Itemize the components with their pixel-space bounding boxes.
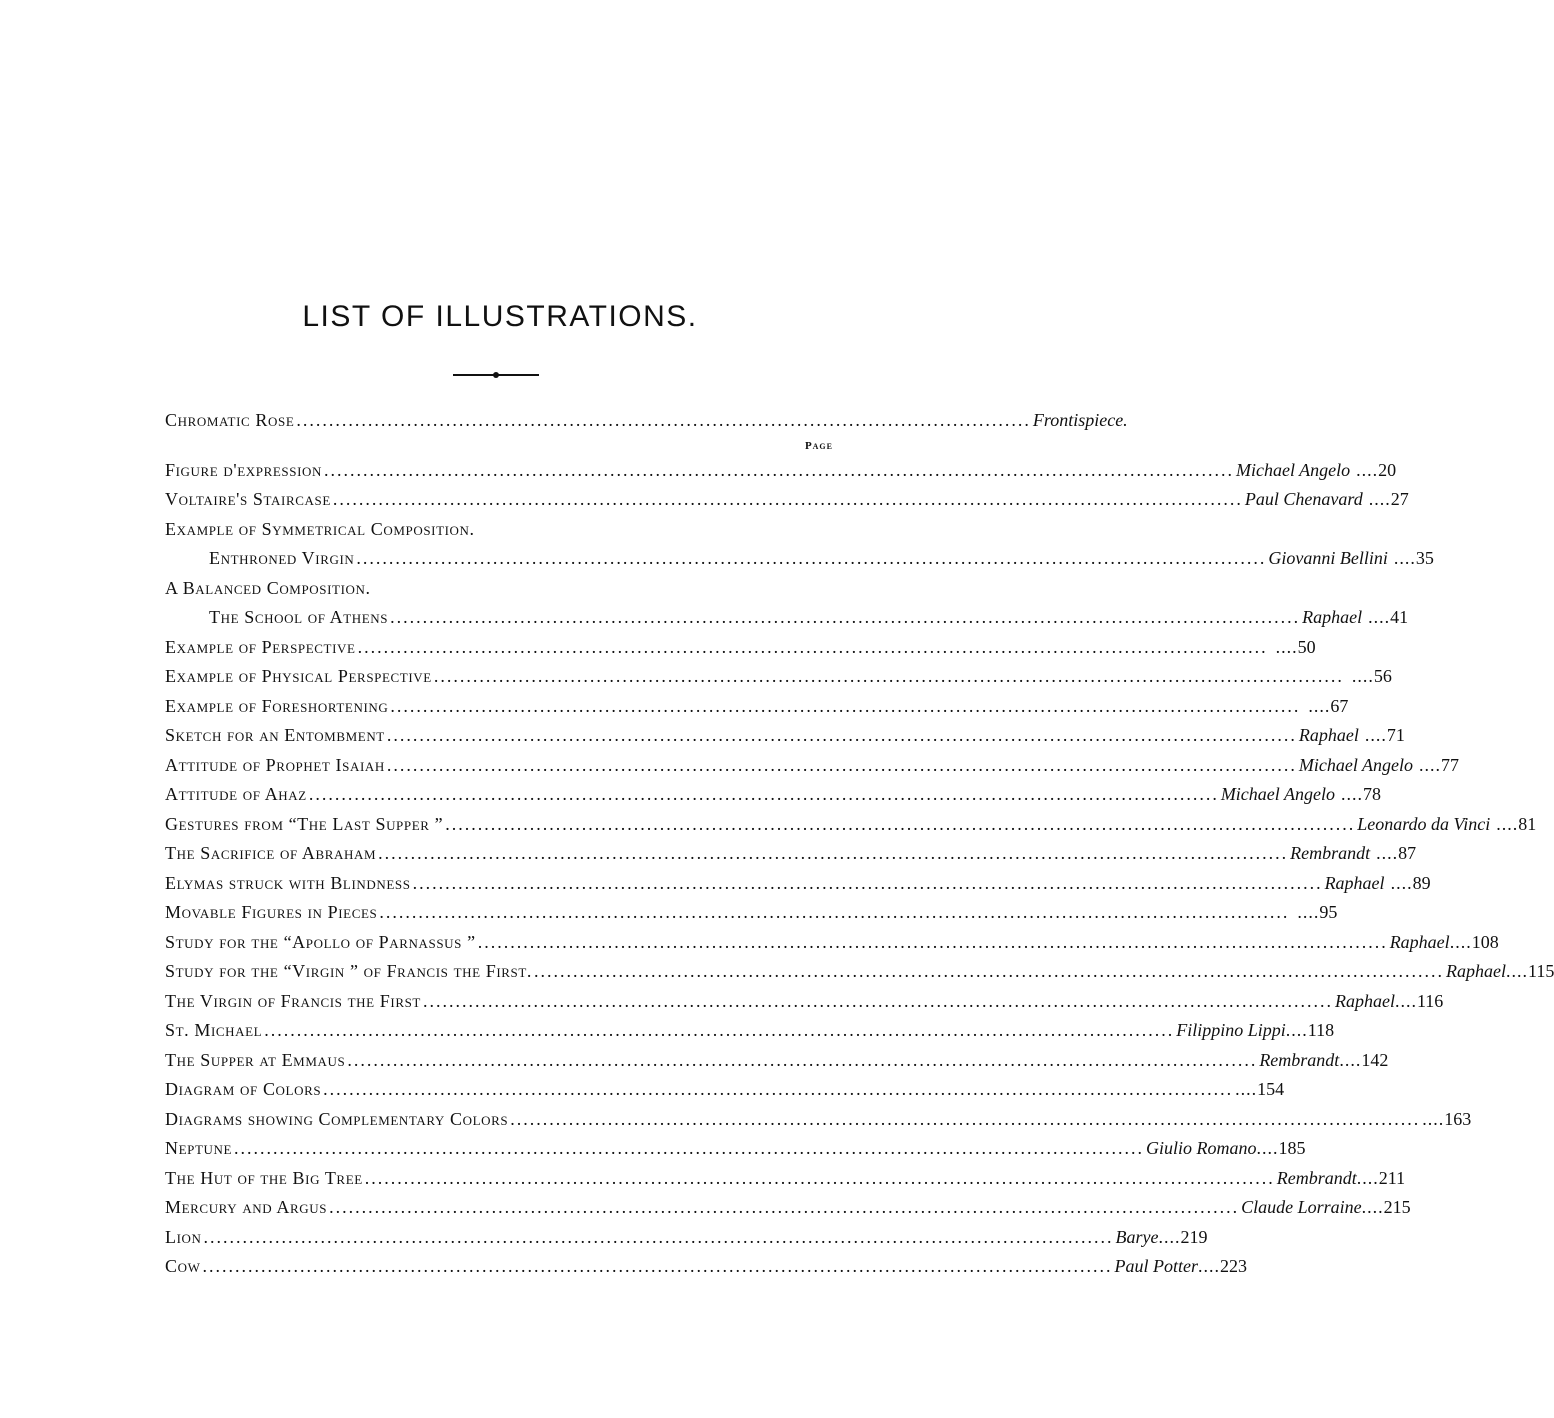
list-item [165, 1049, 1389, 1080]
entry-title: Diagrams showing Complementary Colors [165, 1108, 509, 1129]
entry-artist: Giovanni Bellini [1268, 548, 1388, 568]
entry-artist: Filippino Lippi [1176, 1020, 1286, 1040]
entry-artist: Raphael [1324, 872, 1385, 893]
leader-dots: ............................................................................................................................................ [445, 813, 1356, 834]
list-item [165, 1079, 1285, 1109]
entry-page-number: .... 223 [1198, 1256, 1244, 1277]
leader-dots: ............................................................................................................................................ [356, 548, 1267, 568]
illustrations-list [165, 410, 1554, 1286]
list-item [165, 961, 1554, 991]
entry-artist: Paul Chenavard [1244, 489, 1363, 509]
entry-title: The Virgin of Francis the First [165, 990, 421, 1011]
entry-title: Gestures from “The Last Supper ” [165, 813, 444, 834]
leader-dots: ............................................................................................................................................ [202, 1256, 1113, 1276]
page-column-header: Page [804, 439, 833, 452]
entry-page-number: .... 27 [1363, 489, 1409, 510]
entry-title: The Hut of the Big Tree [165, 1167, 363, 1188]
entry-title: Voltaire's Staircase [165, 489, 331, 509]
leader-dots: ............................................................................................................................................ [386, 754, 1297, 775]
entry-page-number: .... 211 [1357, 1168, 1403, 1189]
leader-dots: ............................................................................................................................................ [433, 666, 1344, 686]
entry-page-number: .... 50 [1270, 637, 1316, 658]
leader-dots: ............................................................................................................................................ [378, 843, 1289, 863]
entry-artist: Michael Angelo [1236, 459, 1351, 480]
leader-dots: ............................................................................................................................................ [357, 636, 1268, 657]
entry-page-number: .... 215 [1362, 1197, 1408, 1218]
entry-artist: Raphael [1334, 990, 1395, 1011]
leader-dots: ............................................................................................................................................ [477, 931, 1388, 952]
entry-title: Example of Physical Perspective [165, 666, 432, 686]
entry-title: Example of Foreshortening [165, 695, 389, 716]
entry-title: Enthroned Virgin [209, 548, 355, 568]
entry-page-number: .... 67 [1302, 696, 1348, 717]
entry-title: The Supper at Emmaus [165, 1049, 346, 1070]
leader-dots: ............................................................................................................................................ [379, 902, 1290, 922]
leader-dots: ............................................................................................................................................ [510, 1108, 1421, 1129]
entry-title: Attitude of Prophet Isaiah [165, 754, 385, 775]
list-item [165, 666, 1392, 696]
entry-page-number: .... 56 [1346, 666, 1392, 687]
list-item [165, 902, 1338, 932]
leader-dots: ............................................................................................................................................ [264, 1020, 1175, 1040]
leader-dots: ............................................................................................................................................ [234, 1138, 1145, 1158]
list-item [165, 931, 1499, 962]
entry-artist: Giulio Romano [1146, 1138, 1257, 1158]
entry-title: Attitude of Ahaz [165, 784, 307, 804]
list-item [165, 1197, 1411, 1227]
leader-dots: ............................................................................................................................................ [364, 1167, 1275, 1188]
entry-artist: Michael Angelo [1298, 754, 1414, 775]
entry-title: Diagram of Colors [165, 1079, 322, 1099]
entry-title: St. Michael [165, 1020, 263, 1040]
list-item [165, 990, 1444, 1021]
entry-page-number: .... 108 [1450, 932, 1496, 953]
leader-dots: ................................................................................................................. [296, 410, 1031, 430]
list-item [165, 754, 1460, 785]
entry-page-number: .... 185 [1257, 1138, 1303, 1159]
leader-dots: ............................................................................................................................................ [324, 459, 1234, 480]
entry-title: Lion [165, 1226, 202, 1247]
entry-artist: Rembrandt [1290, 843, 1371, 863]
leader-dots: ............................................................................................................................................ [347, 1049, 1258, 1070]
leader-dots: ............................................................................................................................................ [390, 695, 1301, 716]
entry-artist: Rembrandt [1259, 1049, 1340, 1070]
entry-title: Chromatic Rose [165, 410, 295, 430]
leader-dots: ............................................................................................................................................ [412, 872, 1323, 893]
list-item [165, 548, 1434, 578]
list-item [165, 1226, 1208, 1257]
entry-page-number: .... 78 [1335, 784, 1381, 805]
entry-artist: Raphael [1302, 607, 1363, 627]
list-item [165, 1256, 1247, 1286]
entry-page-number: .... 163 [1422, 1109, 1468, 1130]
entry-title: Example of Symmetrical Composition. [165, 518, 475, 539]
entry-title: Cow [165, 1256, 201, 1276]
list-item [165, 519, 833, 549]
leader-dots: ............................................................................................................................................ [386, 725, 1297, 745]
list-item [165, 459, 1397, 490]
entry-artist: Michael Angelo [1220, 784, 1335, 804]
leader-dots: ............................................................................................................................................ [534, 961, 1445, 981]
entry-title: Neptune [165, 1138, 233, 1158]
entry-page-number: .... 95 [1291, 902, 1337, 923]
entry-artist: Frontispiece. [1032, 410, 1128, 430]
entry-artist: Raphael [1389, 931, 1450, 952]
entry-page-number: .... 115 [1506, 961, 1552, 982]
frontispiece-row [165, 410, 1128, 440]
entry-page-number: .... 87 [1370, 843, 1416, 864]
entry-page-number: .... 116 [1395, 991, 1441, 1012]
entry-rows [165, 459, 1554, 1286]
entry-title: Study for the “Apollo of Parnassus ” [165, 931, 476, 952]
entry-page-number: .... 71 [1359, 725, 1405, 746]
entry-page-number: .... 20 [1350, 460, 1396, 481]
leader-dots: ............................................................................................................................................ [329, 1197, 1240, 1217]
entry-page-number: .... 142 [1339, 1050, 1385, 1071]
leader-dots: ............................................................................................................................................ [422, 990, 1333, 1011]
entry-artist: Leonardo da Vinci [1357, 813, 1491, 834]
entry-title: Movable Figures in Pieces [165, 902, 378, 922]
entry-page-number: .... 77 [1413, 755, 1459, 776]
entry-artist: Raphael [1298, 725, 1359, 745]
entry-title: The School of Athens [209, 607, 389, 627]
list-item [165, 843, 1417, 873]
list-item [165, 607, 1409, 637]
entry-title: Figure d'expression [165, 459, 322, 480]
list-item [165, 784, 1381, 814]
list-item [165, 1138, 1306, 1168]
entry-artist: Raphael [1446, 961, 1507, 981]
list-item [165, 725, 1405, 755]
leader-dots: ............................................................................................................................................ [323, 1079, 1234, 1099]
entry-page-number: .... 81 [1490, 814, 1536, 835]
entry-artist: Claude Lorraine [1241, 1197, 1362, 1217]
leader-dots: ............................................................................................................................................ [203, 1226, 1114, 1247]
list-item [165, 1167, 1406, 1198]
entry-title: Study for the “Virgin ” of Francis the First. [165, 961, 533, 981]
entry-title: Example of Perspective [165, 636, 356, 657]
list-item [165, 1020, 1335, 1050]
entry-title: Elymas struck with Blindness [165, 872, 411, 893]
entry-title: The Sacrifice of Abraham [165, 843, 377, 863]
leader-dots: ............................................................................................................................................ [390, 607, 1301, 627]
entry-page-number: .... 118 [1286, 1020, 1332, 1041]
list-item [165, 872, 1431, 903]
page-title: LIST OF ILLUSTRATIONS. [302, 300, 698, 333]
entry-page-number: .... 41 [1362, 607, 1408, 628]
entry-artist: Rembrandt [1276, 1167, 1357, 1188]
entry-title: Mercury and Argus [165, 1197, 328, 1217]
list-item [165, 695, 1349, 726]
leader-dots: ............................................................................................................................................ [332, 489, 1243, 509]
ornament-divider [453, 372, 539, 378]
entry-artist: Paul Potter [1114, 1256, 1198, 1276]
entry-page-number: .... 219 [1159, 1227, 1205, 1248]
entry-artist: Barye [1115, 1226, 1159, 1247]
list-item [165, 1108, 1472, 1139]
entry-page-number: .... 89 [1385, 873, 1431, 894]
divider-dot [493, 372, 499, 378]
entry-page-number: .... 35 [1388, 548, 1434, 569]
list-item [165, 636, 1316, 667]
leader-dots: ............................................................................................................................................ [308, 784, 1219, 804]
entry-page-number: .... 154 [1235, 1079, 1281, 1100]
entry-title: A Balanced Composition. [165, 577, 371, 598]
list-item [165, 489, 1409, 519]
list-item [165, 813, 1537, 844]
list-item [165, 578, 833, 608]
entry-title: Sketch for an Entombment [165, 725, 385, 745]
